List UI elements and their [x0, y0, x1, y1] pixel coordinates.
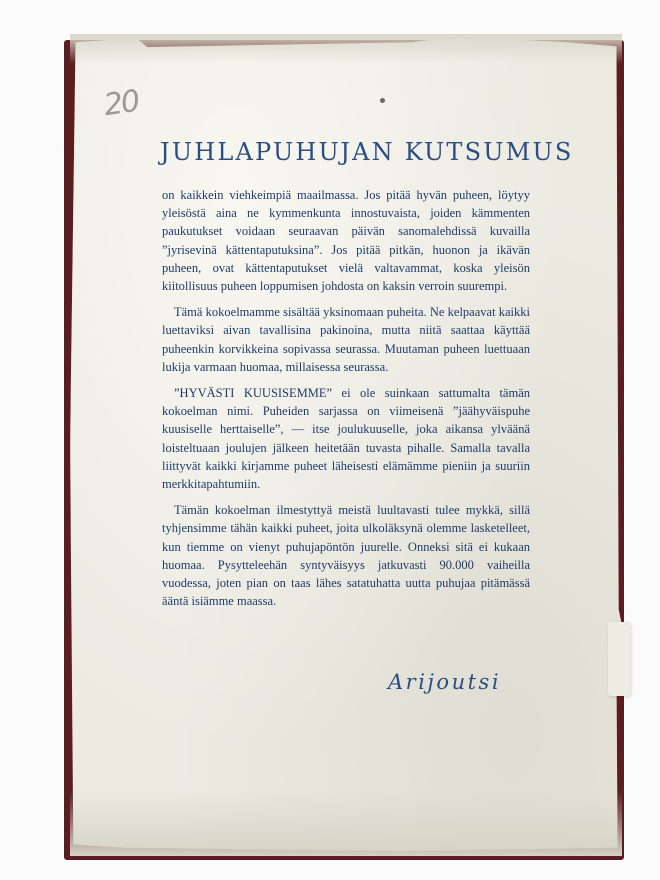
jacket-torn-flap	[608, 622, 630, 696]
blurb-paragraph-2: Tämä kokoelmamme sisältää yksinomaan puheita. Ne kelpaavat kaikki luettaviksi aivan tavallisina pakinoina, mutta niitä saattaa käyttää puheenkin korvikkeina sopivassa seurassa. Muutaman puheen luettuaan lukija varmaan huomaa, millaisessa seurassa.	[162, 305, 530, 374]
jacket-wear-bottom	[70, 790, 622, 856]
blurb-paragraph-1: on kaikkein viehkeimpiä maailmassa. Jos pitää hyvän puheen, löytyy yleisöstä aina ne kymmenkunta innostuvaista, joiden kämmenten paukutukset voidaan seuraavan päivän sanomalehdissä kuvailla ”jyrisevinä kättentaputuksina”. Jos pitää pitkän, huonon ja ikävän puheen, ovat kättentaputukset vielä valtavammat, koska yleisön kiitollisuus puheen loppumisen johdosta on kaksin verroin suurempi.	[162, 188, 530, 294]
author-signature: Arijoutsi	[388, 670, 502, 694]
jacket-wear-top	[70, 34, 622, 64]
ink-dot	[380, 98, 385, 103]
pencil-note: 20	[101, 83, 141, 124]
blurb-text	[162, 186, 530, 618]
blurb-paragraph-4: Tämän kokoelman ilmestyttyä meistä luultavasti tulee mykkä, sillä tyhjensimme tähän kaikki puheet, joita ulkoläksynä olemme lasketelleet, kun tiemme on vienyt puhujapöntön juurelle. Onneksi sitä ei kukaan huomaa. Pysytteleehän syntyväisyys jatkuvasti 90.000 vaiheilla vuodessa, joten pian on taas lähes satatuhatta uutta puhujaa pitämässä ääntä isiämme maassa.	[162, 503, 530, 609]
blurb-paragraph-3: ”HYVÄSTI KUUSISEMME” ei ole suinkaan sattumalta tämän kokoelman nimi. Puheiden sarjassa on viimeisenä ”jäähyväispuhe kuusiselle herttaiselle”, — itse joulukuuselle, joka aikansa ylväänä loisteltuaan joulujen jälkeen heitetään tuvasta pihalle. Samalla tavalla liittyvät kaikki kirjamme puheet läheisesti elämämme pieniin ja suuriin merkkitapahtumiin.	[162, 386, 530, 492]
cover-title: JUHLAPUHUJAN KUTSUMUS	[160, 138, 574, 166]
